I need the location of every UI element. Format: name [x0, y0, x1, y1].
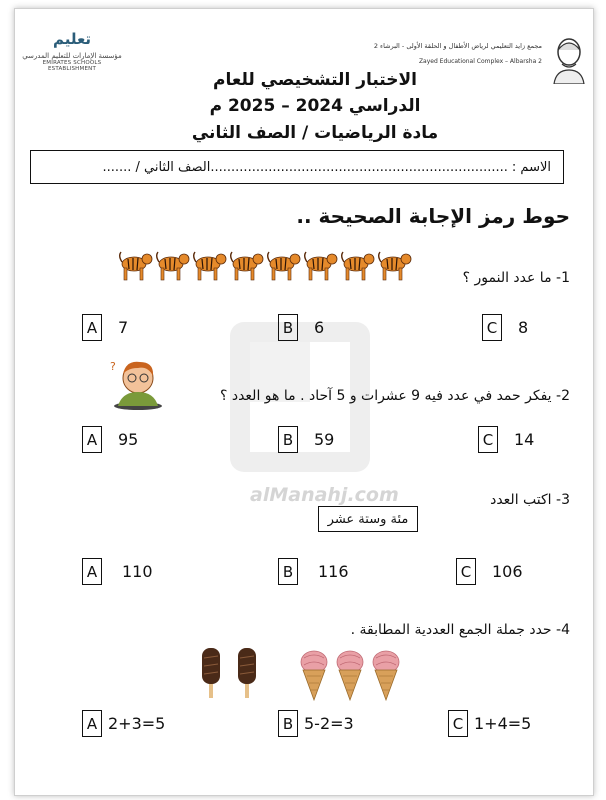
ice-cream-cone-icon: [337, 651, 363, 700]
grade-field[interactable]: .........: [210, 159, 248, 175]
svg-text:?: ?: [110, 360, 116, 373]
option-value: 14: [514, 430, 535, 449]
option-letter[interactable]: C: [478, 426, 498, 453]
popsicles-and-cones-image: [196, 644, 406, 704]
thinking-boy-image: [104, 356, 172, 410]
exam-title: الاختبار التشخيصي للعام: [213, 70, 417, 90]
question-2: 2- يفكر حمد في عدد فيه 9 عشرات و 5 آحاد . ما هو العدد ؟: [219, 388, 570, 404]
tiger-icon: [305, 252, 337, 280]
q1-option-a[interactable]: [82, 314, 128, 341]
grade-label: الصف الثاني / .......: [102, 159, 211, 175]
q2-option-c[interactable]: [478, 426, 534, 453]
logo-arabic-text: مؤسسة الإمارات للتعليم المدرسي: [22, 52, 122, 60]
option-letter[interactable]: A: [82, 710, 102, 737]
portrait-icon: [548, 34, 590, 84]
question-3: 3- اكتب العدد: [490, 492, 570, 508]
q1-option-c[interactable]: [482, 314, 528, 341]
q3-option-a[interactable]: [82, 558, 153, 585]
option-value: 2+3=5: [108, 714, 166, 733]
tigers-image: [118, 246, 418, 282]
q4-option-b[interactable]: [278, 710, 354, 737]
q4-option-c[interactable]: [448, 710, 531, 737]
student-info-box: [30, 150, 564, 184]
tiger-icon: [231, 252, 263, 280]
ice-cream-cone-icon: [301, 651, 327, 700]
option-letter[interactable]: C: [456, 558, 476, 585]
option-letter[interactable]: B: [278, 558, 298, 585]
q2-option-b[interactable]: [278, 426, 334, 453]
option-value: 7: [118, 318, 129, 337]
option-value: 8: [518, 318, 529, 337]
academic-year: الدراسي 2024 – 2025 م: [209, 96, 421, 116]
option-letter[interactable]: C: [448, 710, 468, 737]
logo-mark: تعليم: [52, 30, 92, 48]
option-value: 110: [122, 562, 153, 581]
q3-option-c[interactable]: [456, 558, 523, 585]
option-letter[interactable]: A: [82, 558, 102, 585]
school-name-english: Zayed Educational Complex – Albarsha 2: [418, 58, 542, 65]
option-letter[interactable]: A: [82, 314, 102, 341]
option-letter[interactable]: B: [278, 426, 298, 453]
subject-grade: مادة الرياضيات / الصف الثاني: [191, 123, 439, 143]
ice-cream-cone-icon: [373, 651, 399, 700]
name-label: الاسم :: [511, 159, 551, 175]
tiger-icon: [120, 252, 152, 280]
watermark-text: alManahj.com: [250, 484, 399, 506]
option-value: 59: [314, 430, 335, 449]
emirates-schools-logo: [22, 30, 122, 86]
option-value: 6: [314, 318, 325, 337]
school-name-arabic: مجمع زايد التعليمي لرياض الأطفال و الحلقة الأولى - البرشاء 2: [373, 42, 542, 50]
option-value: 1+4=5: [474, 714, 532, 733]
tiger-icon: [194, 252, 226, 280]
q2-option-a[interactable]: [82, 426, 138, 453]
tiger-icon: [379, 252, 411, 280]
tiger-icon: [157, 252, 189, 280]
option-value: 95: [118, 430, 139, 449]
option-letter[interactable]: B: [278, 314, 298, 341]
option-value: 106: [492, 562, 523, 581]
number-word-box: مئة وستة عشر: [318, 506, 418, 532]
option-letter[interactable]: A: [82, 426, 102, 453]
q4-option-a[interactable]: [82, 710, 165, 737]
tiger-icon: [342, 252, 374, 280]
option-letter[interactable]: C: [482, 314, 502, 341]
logo-english-text: EMIRATES SCHOOLS ESTABLISHMENT: [42, 60, 102, 72]
tiger-icon: [268, 252, 300, 280]
option-value: 5-2=3: [304, 714, 354, 733]
q3-option-b[interactable]: [278, 558, 349, 585]
option-letter[interactable]: B: [278, 710, 298, 737]
instructions-heading: حوط رمز الإجابة الصحيحة ..: [296, 204, 570, 228]
popsicle-icon: [238, 648, 256, 698]
name-field[interactable]: ...............................................................: [247, 159, 508, 175]
popsicle-icon: [202, 648, 220, 698]
question-4: 4- حدد جملة الجمع العددية المطابقة .: [350, 622, 570, 638]
question-1: 1- ما عدد النمور ؟: [462, 270, 570, 286]
q1-option-b[interactable]: [278, 314, 324, 341]
option-value: 116: [318, 562, 349, 581]
